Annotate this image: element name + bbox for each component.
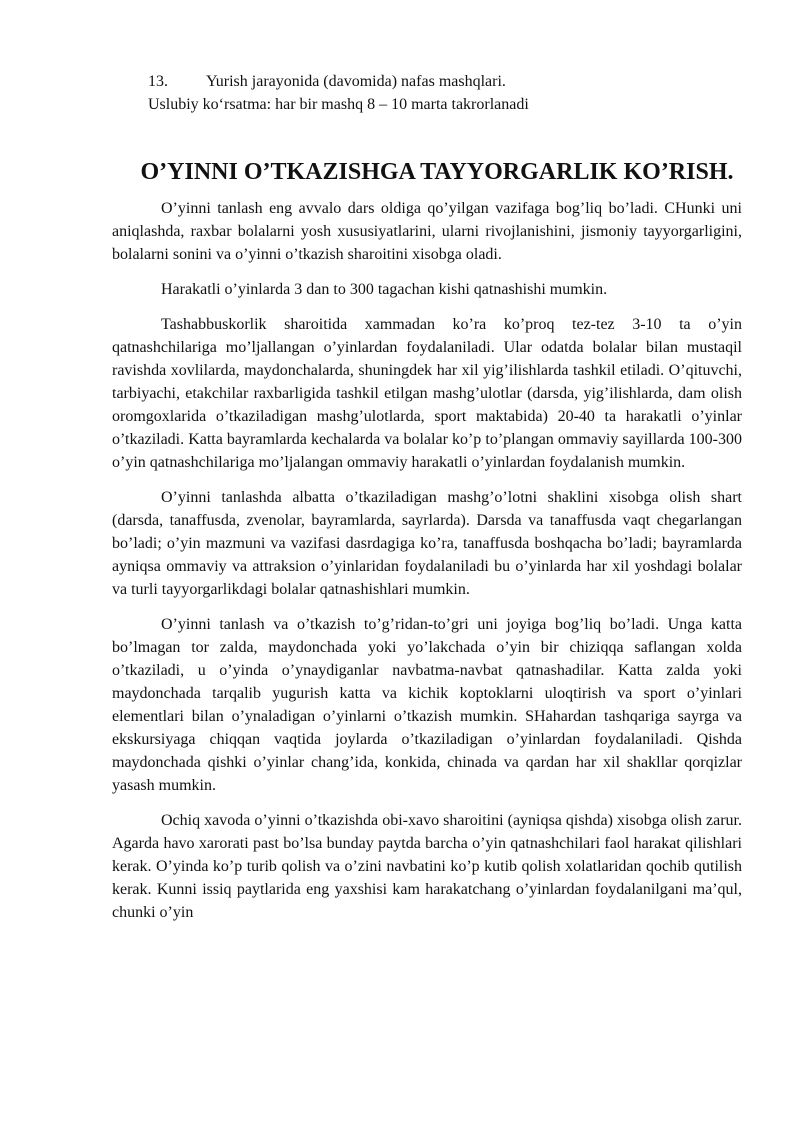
paragraph: O’yinni tanlashda albatta o’tkaziladigan mashg’o’lotni shaklini xisobga olish shart (darsda, tanaffusda, zvenolar, bayramlarda, sayrlarda). Darsda va tanaffusda vaqt chegarlangan bo’ladi; o’yin mazmuni va vazifasi dasrdagiga ko’ra, tanaffusda boshqacha bo’ladi; bayramlarda ayniqsa ommaviy va attraksion o’yinlaridan foydalaniladi bu o’yinlarda har xil yoshdagi bolalar va turli tayyorgarlikdagi bolalar qatnashishlari mumkin. bbox=[112, 489, 742, 598]
section-heading: O’YINNI O’TKAZISHGA TAYYORGARLIK KO’RISH. bbox=[140, 159, 734, 185]
list-item-text: Yurish jarayonida (davomida) nafas mashqlari. bbox=[206, 73, 506, 90]
list-item-number: 13. bbox=[148, 73, 168, 90]
paragraph: Ochiq xavoda o’yinni o’tkazishda obi-xavo sharoitini (ayniqsa qishda) xisobga olish zarur. Agarda havo xarorati past bo’lsa bunday paytda barcha o’yin qatnashchilari faol harakat qilishlari kerak. O’yinda ko’p turib qolish va o’zini navbatini ko’p kutib qolish xolatlaridan qochib qutilish kerak. Kunni issiq paytlarida eng yaxshisi kam harakatchang o’yinlardan foydalanilgani ma’qul, chunki o’yin bbox=[112, 812, 742, 921]
paragraph: Tashabbuskorlik sharoitida xammadan ko’ra ko’proq tez-tez 3-10 ta o’yin qatnashchilariga mo’ljallangan o’yinlardan foydalaniladi. Ular odatda bolalar bilan mustaqil ravishda xovlilarda, maydonchalarda, shuningdek har xil yig’ilishlarda tashkil etiladi. O’qituvchi, tarbiyachi, etakchilar raxbarligida tashkil etilgan mashg’ulotlar (darsda, yig’ilishlarda, dam olish oromgoxlarida o’tkaziladigan mashg’ulotlarda, sport maktabida) 20-40 ta harakatli o’yinlar o’tkaziladi. Katta bayramlarda kechalarda va bolalar ko’p to’plangan ommaviy sayillarda 100-300 o’yin qatnashchilariga mo’ljalangan ommaviy harakatli o’yinlardan foydalanish mumkin. bbox=[112, 316, 742, 471]
list-item bbox=[112, 70, 742, 93]
paragraph: Harakatli o’yinlarda 3 dan to 300 tagachan kishi qatnashishi mumkin. bbox=[161, 281, 608, 298]
document-page bbox=[112, 70, 742, 936]
methodical-note: Uslubiy koʻrsatma: har bir mashq 8 – 10 marta takrorlanadi bbox=[148, 96, 529, 113]
paragraph: O’yinni tanlash eng avvalo dars oldiga qo’yilgan vazifaga bog’liq bo’ladi. CHunki uni aniqlashda, raxbar bolalarni yosh xususiyatlarini, ularni rivojlanishini, jismoniy tayyorgarligini, bolalarni sonini va o’yinni o’tkazish sharoitini xisobga oladi. bbox=[112, 200, 742, 263]
paragraph: O’yinni tanlash va o’tkazish to’g’ridan-to’gri uni joyiga bog’liq bo’ladi. Unga katta bo’lmagan tor zalda, maydonchada yoki yo’lakchada o’yin bir chiziqqa saflangan xolda o’tkaziladi, u o’yinda o’ynaydiganlar navbatma-navbat qatnashadilar. Katta zalda yoki maydonchada tarqalib yugurish katta va kichik koptoklarni uloqtirish va sport o’yinlari elementlari bilan o’ynaladigan o’yinlarni o’tkazish mumkin. SHahardan tashqariga sayrga va ekskursiyaga chiqqan vaqtida joylarda o’tkaziladigan o’yinlardan foydalaniladi. Qishda maydonchada qishki o’yinlar chang’ida, konkida, chinada va qardan har xil shakllar qorqizlar yasash mumkin. bbox=[112, 616, 742, 794]
